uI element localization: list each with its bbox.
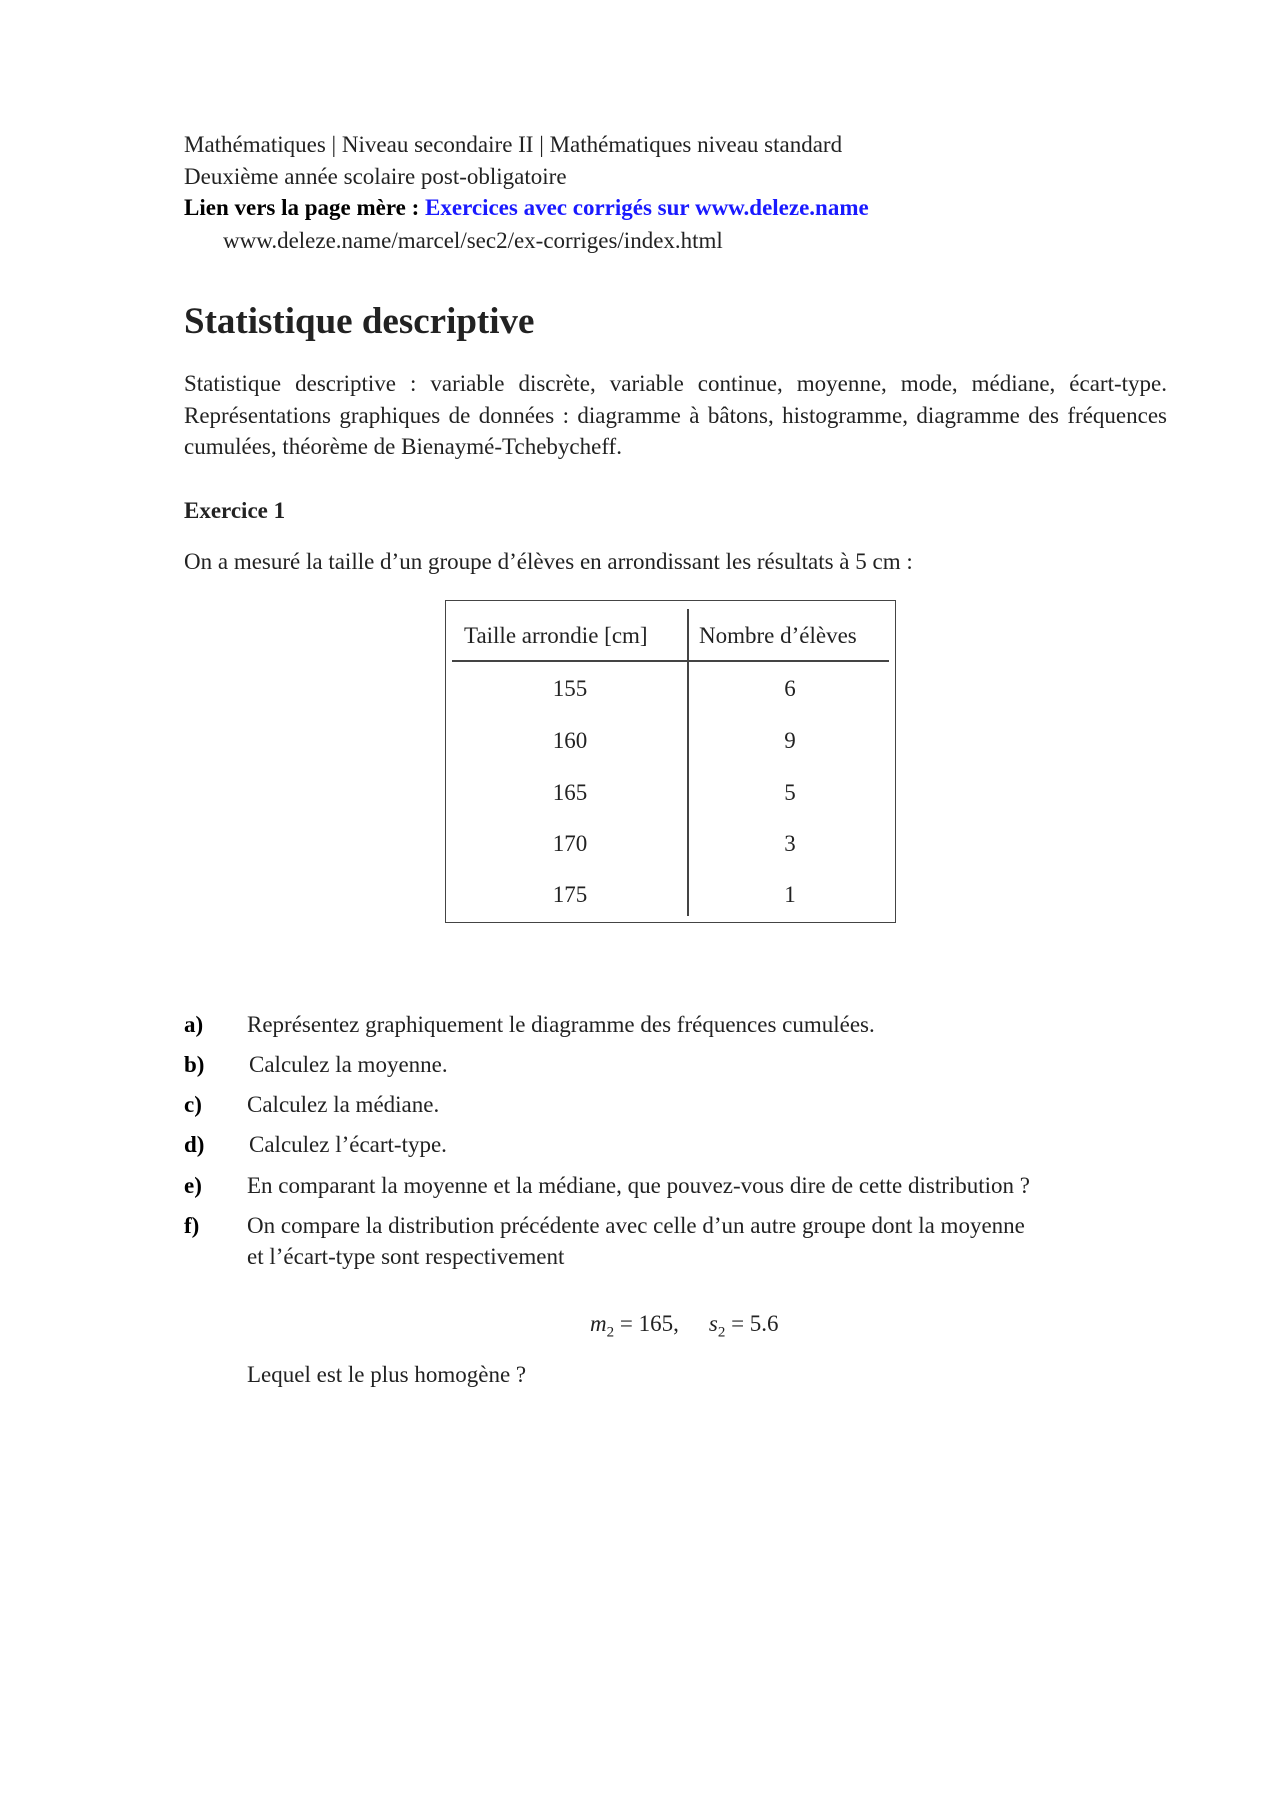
header-subject-line: Mathématiques | Niveau secondaire II | Mathématiques niveau standard (184, 132, 843, 157)
table-header-height: Taille arrondie [cm] (464, 623, 648, 648)
sd-subscript: 2 (717, 1324, 726, 1341)
intro-paragraph: Statistique descriptive : variable discrète, variable continue, moyenne, mode, médiane, écart-type. Représentations graphiques de données : diagramme à bâtons, histogramme, diagramme des fréquences cumulées, théorème de Bienaymé-Tchebycheff. (184, 371, 1167, 459)
question-text: En comparant la moyenne et la médiane, que pouvez-vous dire de cette distribution ? (247, 1173, 1030, 1198)
exercise-statement: On a mesuré la taille d’un groupe d’élèves en arrondissant les résultats à 5 cm : (184, 549, 913, 574)
question-text: Calculez la médiane. (247, 1092, 440, 1117)
question-label: e) (184, 1173, 202, 1198)
parent-link-line (184, 194, 869, 222)
mean-subscript: 2 (606, 1324, 615, 1341)
question-f-continued: et l’écart-type sont respectivement (247, 1244, 565, 1269)
table-cell: 165 (552, 780, 588, 805)
question-text: On compare la distribution précédente avec celle d’un autre groupe dont la moyenne (247, 1213, 1025, 1238)
question-label: d) (184, 1132, 205, 1157)
question-e (184, 1172, 1030, 1200)
parent-url: www.deleze.name/marcel/sec2/ex-corriges/index.html (223, 228, 723, 253)
table-cell: 3 (784, 831, 796, 856)
sd-symbol: s (708, 1311, 718, 1336)
mean-value: = 165, (614, 1311, 679, 1336)
table-cell: 175 (552, 882, 588, 907)
page-title: Statistique descriptive (184, 301, 535, 342)
table-cell: 155 (552, 676, 588, 701)
question-text: Calculez la moyenne. (249, 1052, 448, 1077)
data-table (445, 600, 896, 923)
question-c (184, 1091, 439, 1119)
column-divider (687, 609, 689, 916)
question-label: c) (184, 1092, 202, 1117)
question-text: Calculez l’écart-type. (249, 1132, 447, 1157)
header-level-line: Deuxième année scolaire post-obligatoire (184, 164, 567, 189)
question-label: f) (184, 1213, 200, 1238)
table-cell: 170 (552, 831, 588, 856)
question-d (184, 1131, 447, 1159)
question-text: Représentez graphiquement le diagramme des fréquences cumulées. (247, 1012, 875, 1037)
table-cell: 1 (784, 882, 796, 907)
sd-value: = 5.6 (725, 1311, 779, 1336)
exercise-title: Exercice 1 (184, 498, 286, 523)
parent-page-link[interactable]: Exercices avec corrigés sur www.deleze.name (425, 195, 869, 220)
question-f (184, 1212, 1025, 1240)
table-header-count: Nombre d’élèves (699, 623, 857, 648)
question-b (184, 1051, 448, 1079)
table-cell: 5 (784, 780, 796, 805)
table-cell: 9 (784, 728, 796, 753)
table-cell: 6 (784, 676, 796, 701)
formula (590, 1311, 779, 1342)
question-a (184, 1011, 875, 1039)
question-label: a) (184, 1012, 204, 1037)
closing-question: Lequel est le plus homogène ? (247, 1362, 527, 1387)
table-cell: 160 (552, 728, 588, 753)
question-label: b) (184, 1052, 205, 1077)
header-rule (452, 660, 889, 662)
mean-symbol: m (590, 1311, 607, 1336)
parent-link-label: Lien vers la page mère : (184, 195, 426, 220)
